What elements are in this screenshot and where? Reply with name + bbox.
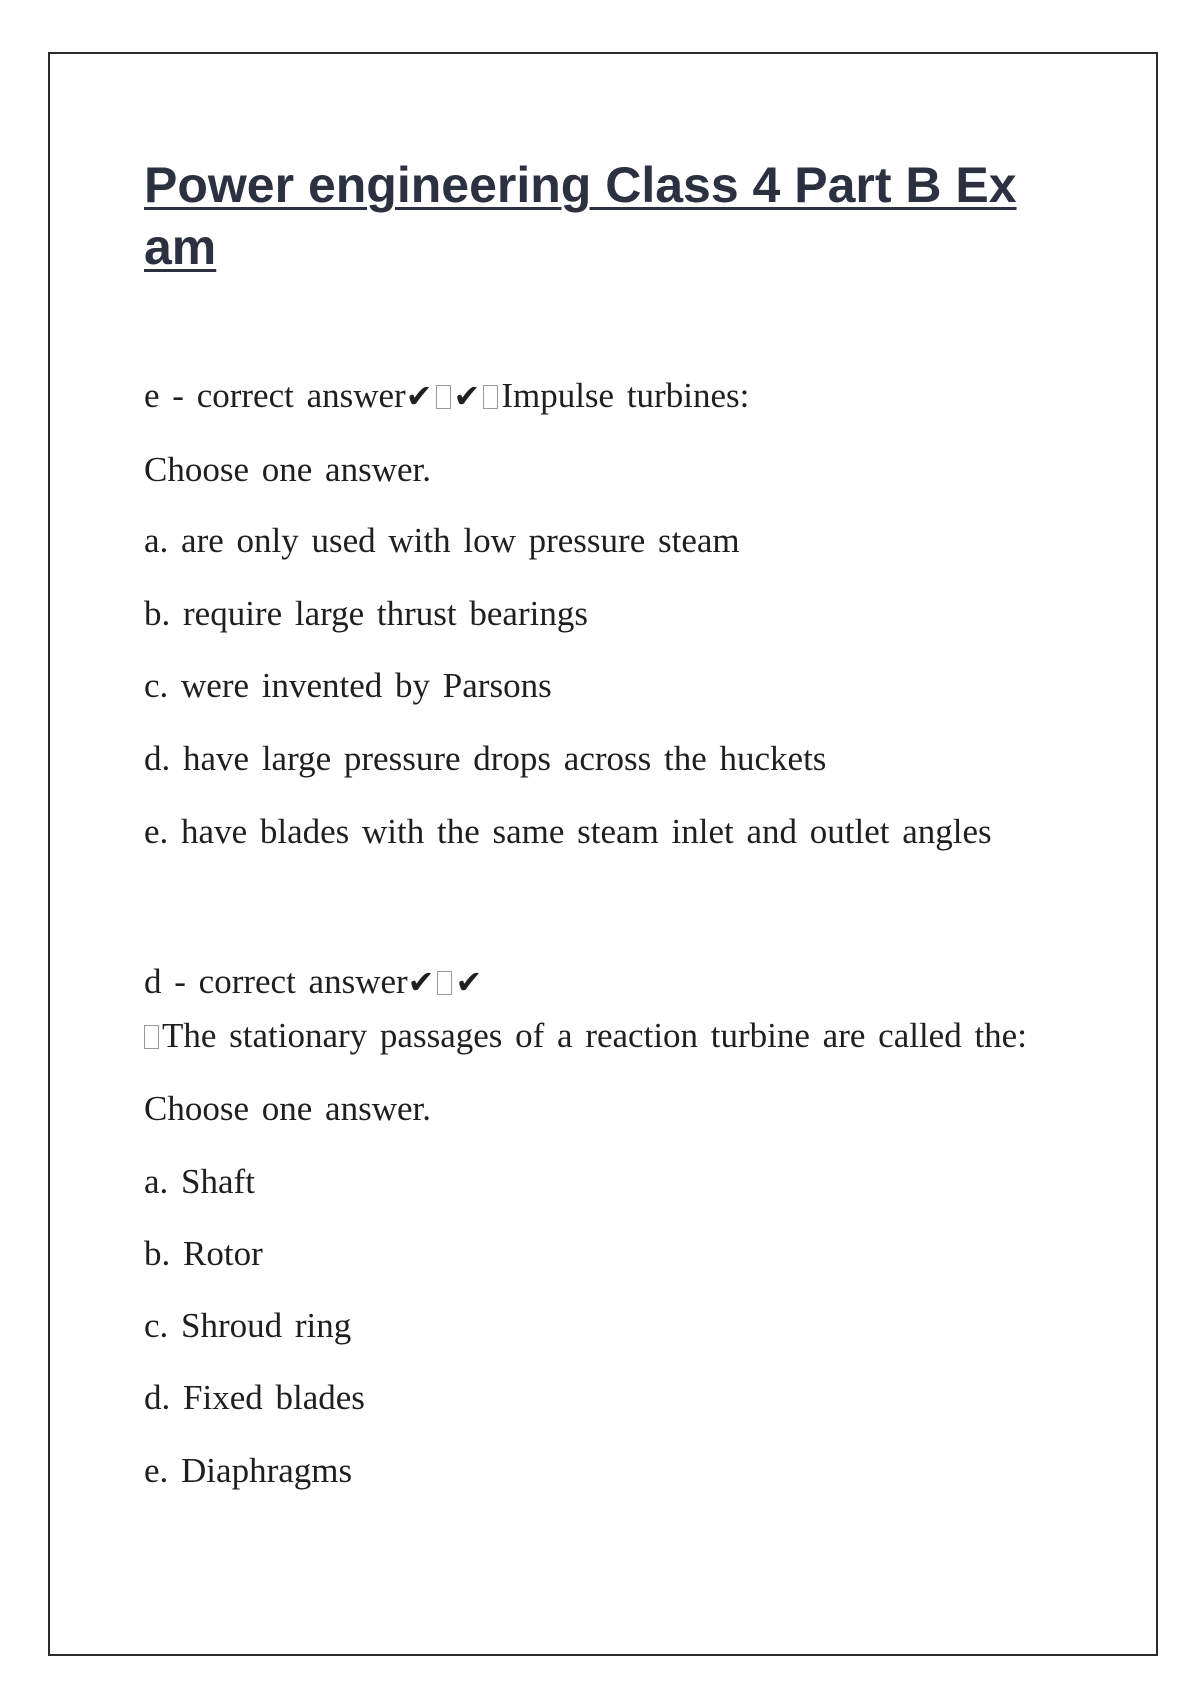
q1-option-b: b. require large thrust bearings [144, 594, 588, 633]
page-title: Power engineering Class 4 Part B Exam [144, 157, 1017, 275]
q1-option-d: d. have large pressure drops across the huckets [144, 739, 827, 778]
missing-glyph-icon [483, 385, 498, 409]
q2-instruction: Choose one answer. [144, 1089, 431, 1128]
q2-question: The stationary passages of a reaction turbine are called the: [162, 1016, 1027, 1055]
q2-option-e: e. Diaphragms [144, 1451, 353, 1490]
q2-option-c: c. Shroud ring [144, 1306, 352, 1345]
q2-option-d: d. Fixed blades [144, 1378, 365, 1417]
missing-glyph-icon [437, 971, 452, 995]
q2-question-line [144, 1016, 1027, 1056]
check-mark-icon: ✔ [453, 377, 481, 415]
q1-instruction: Choose one answer. [144, 450, 431, 489]
q1-option-c: c. were invented by Parsons [144, 666, 552, 705]
check-mark-icon: ✔ [455, 963, 483, 1001]
q1-answer-line [144, 376, 749, 416]
q2-answer-prefix: d - correct answer [144, 962, 408, 1001]
q1-option-e: e. have blades with the same steam inlet and outlet angles [144, 812, 992, 851]
q1-answer-prefix: e - correct answer [144, 376, 406, 415]
missing-glyph-icon [436, 385, 451, 409]
q1-option-a: a. are only used with low pressure steam [144, 521, 740, 560]
check-mark-icon: ✔ [407, 963, 435, 1001]
document-page [48, 52, 1158, 1656]
q2-option-a: a. Shaft [144, 1162, 255, 1201]
q1-question: Impulse turbines: [501, 376, 750, 415]
missing-glyph-icon [144, 1025, 159, 1049]
q2-option-b: b. Rotor [144, 1234, 263, 1273]
check-mark-icon: ✔ [405, 377, 433, 415]
q2-answer-line [144, 962, 482, 1002]
